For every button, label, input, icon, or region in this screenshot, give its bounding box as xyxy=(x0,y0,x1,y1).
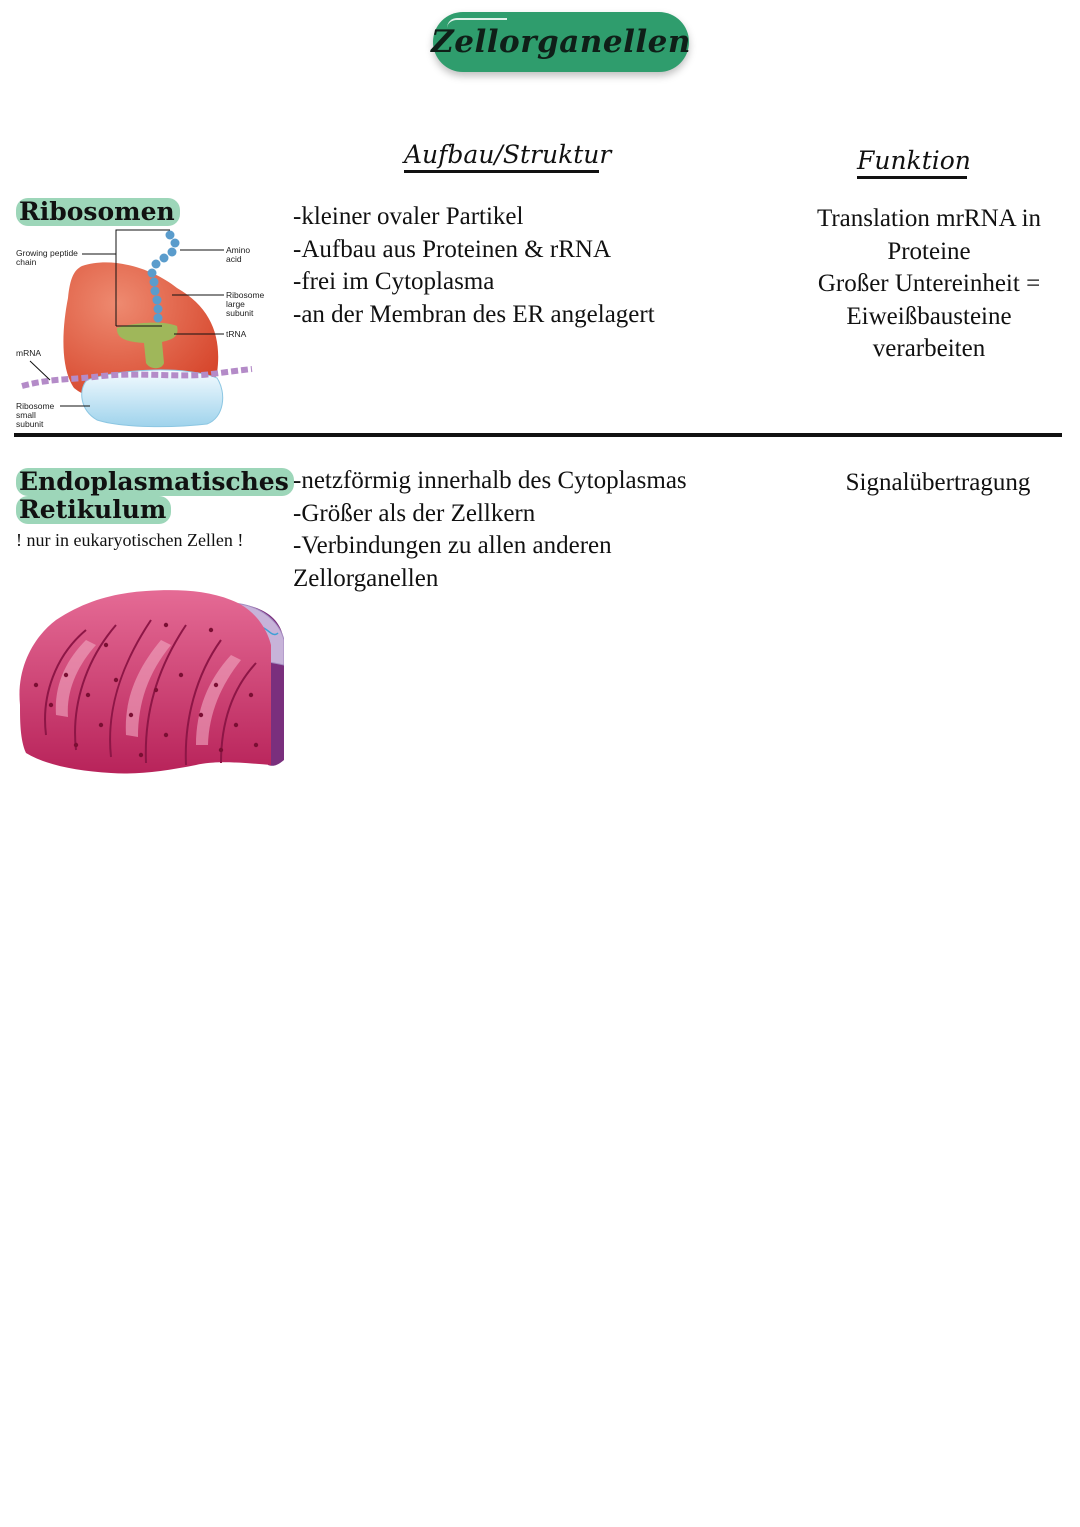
list-item: -Verbindungen zu allen anderen xyxy=(293,532,612,559)
er-illustration xyxy=(16,585,284,780)
label-amino-acid: Amino acid xyxy=(226,245,251,264)
row-divider xyxy=(14,433,1062,437)
list-item: -netzförmig innerhalb des Cytoplasmas xyxy=(293,467,687,494)
underline xyxy=(857,176,967,179)
label-large-subunit: Ribosome large subunit xyxy=(226,290,265,318)
organelle-name-er: Endoplasmatisches Retikulum xyxy=(16,468,294,524)
list-item: -frei im Cytoplasma xyxy=(293,268,495,295)
function-line: Signalübertragung xyxy=(845,469,1031,496)
page-title-pill xyxy=(433,12,689,72)
er-function xyxy=(808,467,1068,500)
list-item: -kleiner ovaler Partikel xyxy=(293,203,524,230)
function-line: Translation mrRNA in xyxy=(816,205,1042,232)
list-item: -Aufbau aus Proteinen & rRNA xyxy=(293,235,611,263)
er-note: ! nur in eukaryotischen Zellen ! xyxy=(16,530,244,550)
function-line: Eiweißbausteine xyxy=(846,302,1012,330)
function-line: Großer Untereinheit = xyxy=(817,270,1041,297)
underline xyxy=(404,170,599,173)
list-item: -Größer als der Zellkern xyxy=(293,499,536,527)
function-line: Proteine xyxy=(887,237,971,265)
ribosome-diagram xyxy=(12,228,280,433)
column-header-function: Funktion xyxy=(857,146,967,179)
list-item: -an der Membran des ER angelagert xyxy=(293,300,655,328)
page-title: Zellorganellen xyxy=(431,24,691,60)
label-trna: tRNA xyxy=(226,329,247,339)
list-item: Zellorganellen xyxy=(293,564,439,592)
label-mrna: mRNA xyxy=(16,348,42,358)
label-growing-peptide-chain: Growing peptide chain xyxy=(16,248,78,267)
ribosomen-structure-list xyxy=(293,201,655,331)
column-header-structure: Aufbau/Struktur xyxy=(404,140,599,173)
organelle-name-ribosomen: Ribosomen xyxy=(16,198,180,226)
function-line: verarbeiten xyxy=(872,335,986,362)
label-small-subunit: Ribosome small subunit xyxy=(16,401,55,429)
ribosomen-function xyxy=(798,203,1060,366)
er-structure-list xyxy=(293,465,687,595)
